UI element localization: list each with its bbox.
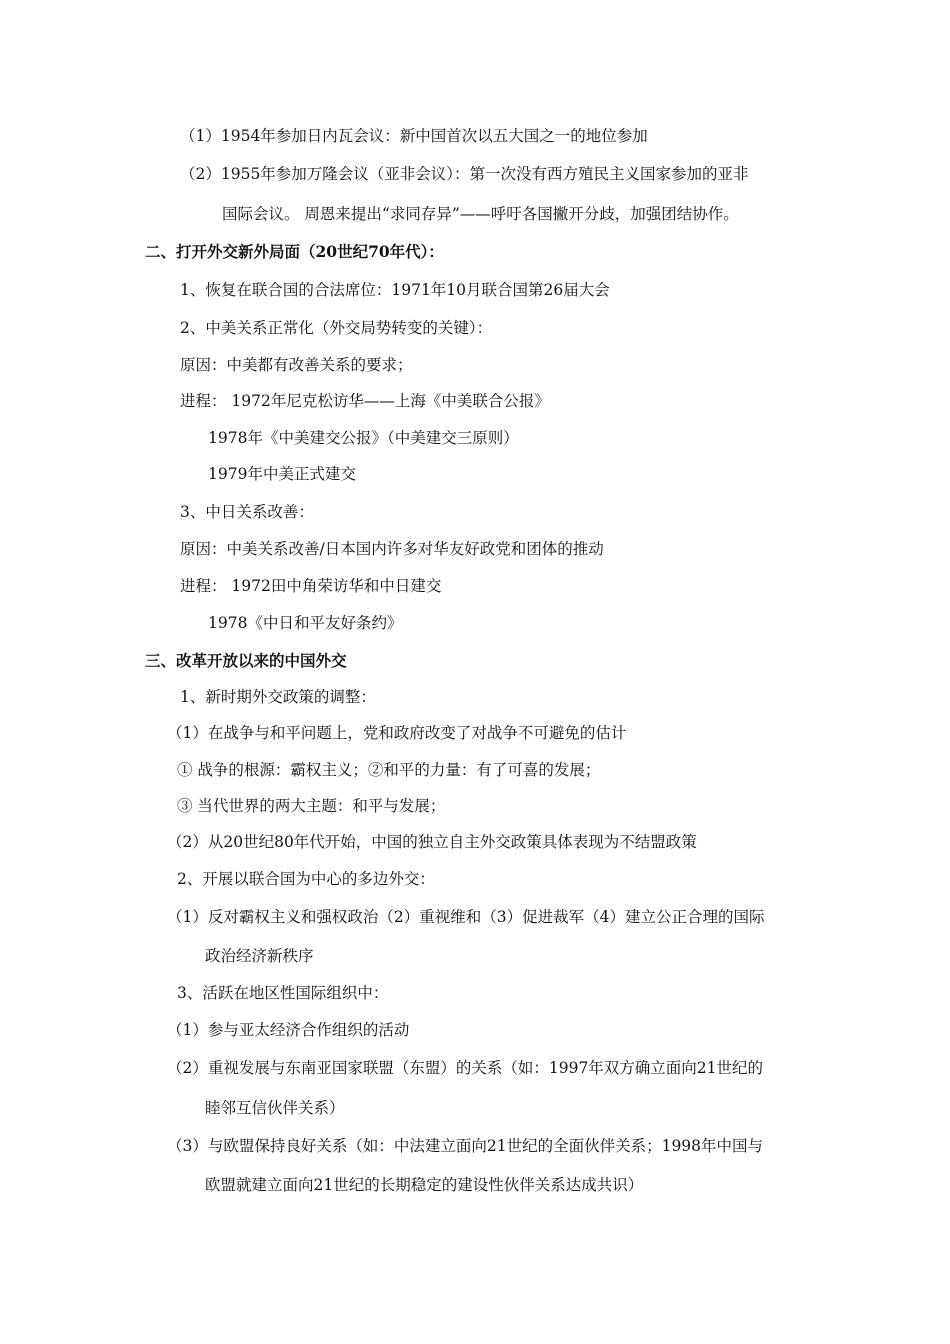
text-line: 政治经济新秩序: [205, 947, 314, 965]
text-line: 3、中日关系改善：: [180, 503, 314, 521]
text-line: 欧盟就建立面向21世纪的长期稳定的建设性伙伴关系达成共识）: [205, 1176, 644, 1194]
text-line: （1）反对霸权主义和强权政治（2）重视维和（3）促进裁军（4）建立公正合理的国际: [167, 908, 765, 926]
text-line: 睦邻互信伙伴关系）: [205, 1099, 345, 1117]
text-line: 1979年中美正式建交: [208, 465, 356, 483]
text-line: 2、开展以联合国为中心的多边外交：: [177, 870, 435, 888]
text-line: ③ 当代世界的两大主题：和平与发展；: [177, 797, 446, 815]
text-line: （2）重视发展与东南亚国家联盟（东盟）的关系（如：1997年双方确立面向21世纪的: [167, 1059, 764, 1077]
text-line: ① 战争的根源：霸权主义；②和平的力量：有了可喜的发展；: [177, 761, 601, 779]
text-line: （1）在战争与和平问题上，党和政府改变了对战争不可避免的估计: [167, 724, 627, 742]
text-line: （2）1955年参加万隆会议（亚非会议）：第一次没有西方殖民主义国家参加的亚非: [180, 165, 749, 183]
text-line: 原因：中美都有改善关系的要求；: [180, 356, 413, 374]
text-line: 进程： 1972年尼克松访华——上海《中美联合公报》: [180, 392, 550, 410]
text-line: 2、中美关系正常化（外交局势转变的关键）：: [180, 319, 493, 337]
text-line: （1）参与亚太经济合作组织的活动: [167, 1021, 410, 1039]
section-heading: 二、打开外交新外局面（20世纪70年代）：: [145, 242, 444, 261]
text-line: （1）1954年参加日内瓦会议：新中国首次以五大国之一的地位参加: [180, 127, 648, 145]
text-line: 1、新时期外交政策的调整：: [180, 688, 376, 706]
text-line: （2）从20世纪80年代开始，中国的独立自主外交政策具体表现为不结盟政策: [167, 833, 697, 851]
text-line: 国际会议。 周恩来提出“求同存异”——呼吁各国撇开分歧，加强团结协作。: [222, 205, 739, 223]
text-line: 进程： 1972田中角荣访华和中日建交: [180, 577, 442, 595]
section-heading: 三、改革开放以来的中国外交: [145, 651, 347, 670]
text-line: 1、恢复在联合国的合法席位：1971年10月联合国第26届大会: [180, 281, 610, 299]
text-line: 3、活跃在地区性国际组织中：: [177, 984, 389, 1002]
text-line: 1978年《中美建交公报》（中美建交三原则）: [208, 429, 519, 447]
text-line: 原因：中美关系改善/日本国内许多对华友好政党和团体的推动: [180, 540, 604, 558]
text-line: 1978《中日和平友好条约》: [208, 614, 403, 632]
text-line: （3）与欧盟保持良好关系（如：中法建立面向21世纪的全面伙伴关系；1998年中国与: [167, 1137, 764, 1155]
